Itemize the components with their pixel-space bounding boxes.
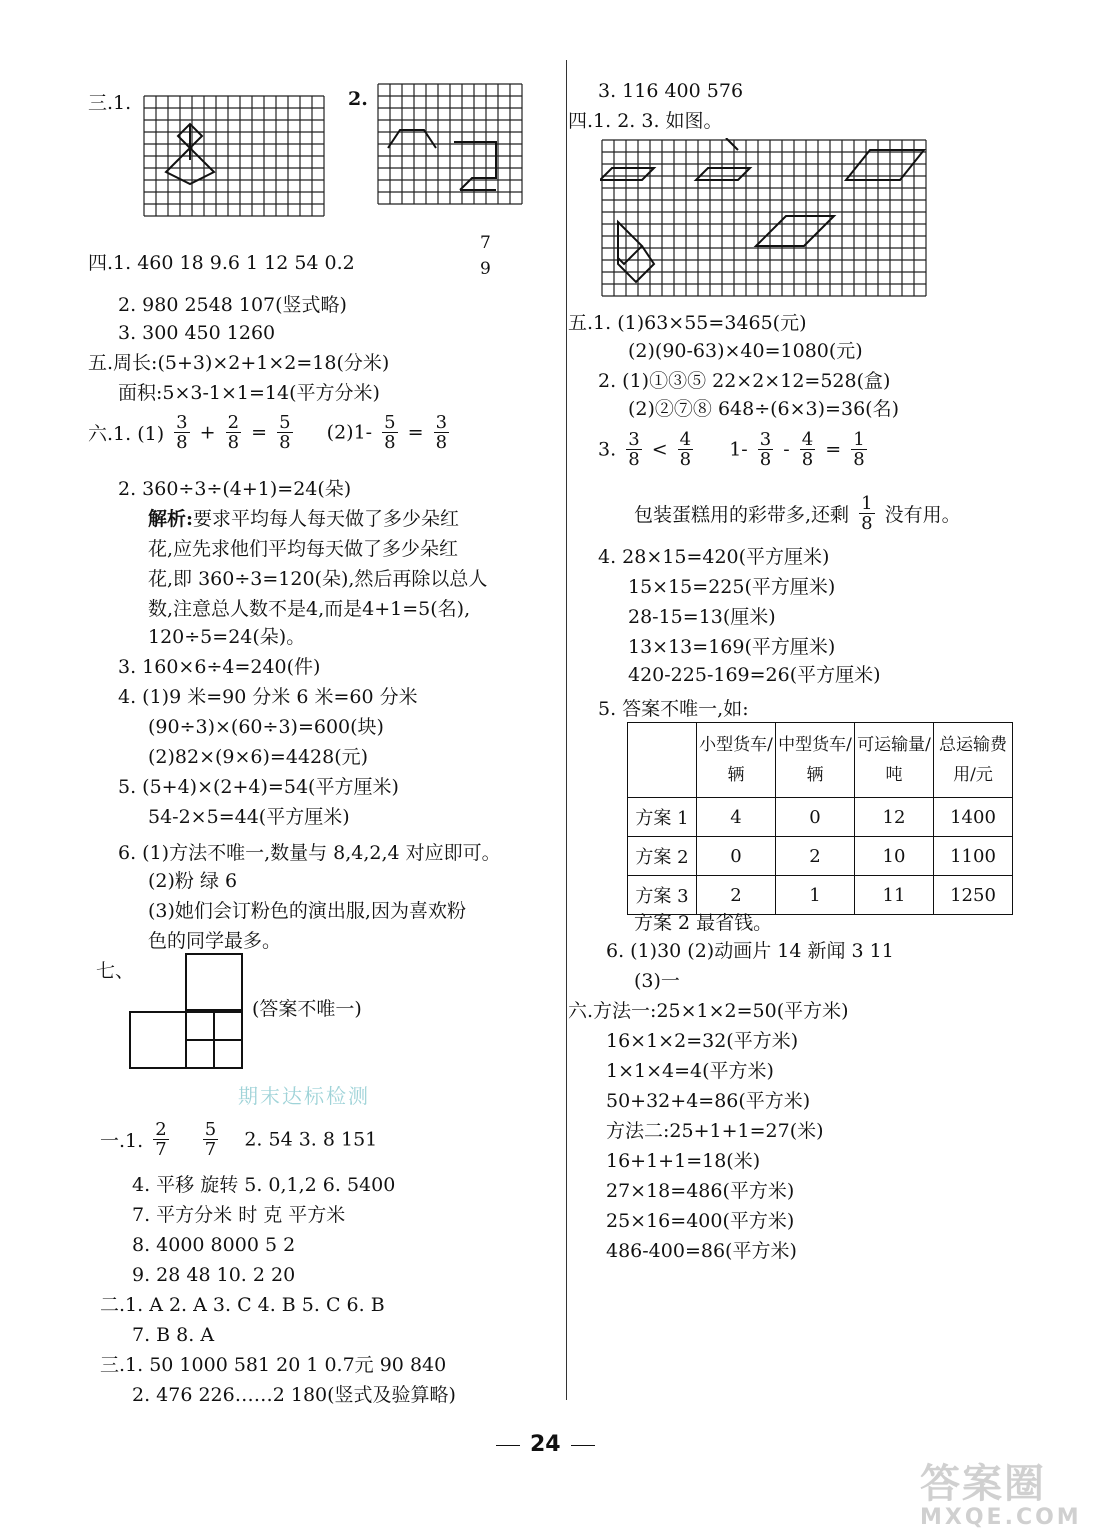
sec6-item2-analysis-1: 解析:要求平均每人每天做了多少朵红 [148, 508, 460, 530]
r-sec5-item3-conclusion: 包装蛋糕用的彩带多,还剩 $\frac{1}{8}$ 没有用。 [634, 493, 961, 534]
r-sec5-item1-b: (2)(90-63)×40=1080(元) [628, 340, 863, 362]
sec6-item1: 六.1. (1) $\frac{3}{8}$ + $\frac{2}{8}$ = $\frac{5}{8}$ (2)1- $\frac{5}{8}$ = $\frac{3}{8}$ [88, 412, 448, 453]
table-cell: 方案 1 [628, 798, 697, 837]
r-sec5-item4-a: 4. 28×15=420(平方厘米) [598, 546, 830, 568]
sec6-item6-a: 6. (1)方法不唯一,数量与 8,4,2,4 对应即可。 [118, 842, 501, 864]
r-sec5-item4-d: 13×13=169(平方厘米) [628, 636, 836, 658]
sec6-item2-analysis-5: 120÷5=24(朵)。 [148, 626, 306, 648]
table-header-cell: 可运输量/吨 [855, 723, 934, 798]
sec5-area: 面积:5×3-1×1=14(平方分米) [118, 382, 380, 404]
sec6-item2: 2. 360÷3÷(4+1)=24(朵) [118, 478, 352, 500]
r-sec5-item6-b: (3)一 [634, 970, 680, 992]
sec4-item1-fraction: 7 9 [480, 233, 491, 279]
r-sec5-item5: 5. 答案不唯一,如: [598, 698, 749, 720]
final-sec3-item1: 三.1. 50 1000 581 20 1 0.7元 90 840 [100, 1354, 447, 1376]
watermark-logo: 答案圈 MXQE.COM [920, 1461, 1082, 1530]
table-row [628, 798, 1013, 837]
sec6-item2-analysis-3: 花,即 360÷3=120(朵),然后再除以总人 [148, 568, 488, 590]
table-cell: 4 [697, 798, 776, 837]
sec3-item2-label: 2. [348, 88, 368, 110]
sec6-item6-d: 色的同学最多。 [148, 930, 282, 952]
r-sec5-item2-b: (2)②⑦⑧ 648÷(6×3)=36(名) [628, 398, 899, 420]
r-sec6-line3: 1×1×4=4(平方米) [606, 1060, 774, 1082]
r-sec6-line4: 50+32+4=86(平方米) [606, 1090, 811, 1112]
table-row [628, 837, 1013, 876]
table-cell: 1100 [934, 837, 1013, 876]
final-sec1-item1: 一.1. $\frac{2}{7}$ $\frac{5}{7}$ 2. 54 3. 8 151 [100, 1119, 378, 1160]
sec6-item4-b: (90÷3)×(60÷3)=600(块) [148, 716, 384, 738]
sec6-item2-analysis-2: 花,应先求他们平均每天做了多少朵红 [148, 538, 459, 560]
table-cell: 方案 2 [628, 837, 697, 876]
table-cell: 10 [855, 837, 934, 876]
final-sec3-item2: 2. 476 226……2 180(竖式及验算略) [132, 1384, 456, 1406]
r-sec6-line6: 16+1+1=18(米) [606, 1150, 761, 1172]
sec7-note: (答案不唯一) [252, 998, 362, 1020]
sec6-item6-c: (3)她们会订粉色的演出服,因为喜欢粉 [148, 900, 466, 922]
table-cell: 方案 3 [628, 876, 697, 915]
sec6-item4-a: 4. (1)9 米=90 分米 6 米=60 分米 [118, 686, 418, 708]
table-cell: 2 [776, 837, 855, 876]
r-sec5-item4-c: 28-15=13(厘米) [628, 606, 776, 628]
final-sec1-item4: 4. 平移 旋转 5. 0,1,2 6. 5400 [132, 1174, 396, 1196]
sec7-label: 七、 [96, 960, 135, 982]
final-sec2-row2: 7. B 8. A [132, 1324, 215, 1346]
r-sec5-item5-conclusion: 方案 2 最省钱。 [634, 912, 773, 934]
grid-figure-3 [600, 138, 930, 304]
r-sec5-item4-e: 420-225-169=26(平方厘米) [628, 664, 881, 686]
sec6-item2-analysis-4: 数,注意总人数不是4,而是4+1=5(名), [148, 598, 471, 620]
section-title-final-test: 期末达标检测 [238, 1084, 370, 1108]
r-sec6-line1: 六.方法一:25×1×2=50(平方米) [568, 1000, 849, 1022]
final-sec1-item9: 9. 28 48 10. 2 20 [132, 1264, 296, 1286]
final-sec1-item7: 7. 平方分米 时 克 平方米 [132, 1204, 346, 1226]
r-sec6-line7: 27×18=486(平方米) [606, 1180, 795, 1202]
column-divider [566, 60, 567, 1400]
table-cell: 12 [855, 798, 934, 837]
r-sec6-line5: 方法二:25+1+1=27(米) [606, 1120, 824, 1142]
table-header-cell: 总运输费用/元 [934, 723, 1013, 798]
r-sec6-line2: 16×1×2=32(平方米) [606, 1030, 799, 1052]
sec6-item6-b: (2)粉 绿 6 [148, 870, 238, 892]
table-row [628, 876, 1013, 915]
r-sec5-item6-a: 6. (1)30 (2)动画片 14 新闻 3 11 [606, 940, 894, 962]
table-cell: 11 [855, 876, 934, 915]
grid-figure-1 [142, 94, 332, 224]
sec4-item1: 四.1. 460 18 9.6 1 12 54 0.2 [88, 252, 355, 274]
sec6-item5-a: 5. (5+4)×(2+4)=54(平方厘米) [118, 776, 399, 798]
r-sec5-item2-a: 2. (1)①③⑤ 22×2×12=528(盒) [598, 370, 891, 392]
page-number: 24 [496, 1432, 595, 1457]
table-cell: 0 [776, 798, 855, 837]
table-header-cell: 中型货车/辆 [776, 723, 855, 798]
final-sec2-row1: 二.1. A 2. A 3. C 4. B 5. C 6. B [100, 1294, 385, 1316]
sec4-item2: 2. 980 2548 107(竖式略) [118, 294, 347, 316]
table-cell: 1400 [934, 798, 1013, 837]
table-cell: 1 [776, 876, 855, 915]
sec6-item5-b: 54-2×5=44(平方厘米) [148, 806, 350, 828]
r-sec6-line8: 25×16=400(平方米) [606, 1210, 795, 1232]
sec6-item4-c: (2)82×(9×6)=4428(元) [148, 746, 369, 768]
table-header-row [628, 723, 1013, 798]
r-sec6-line9: 486-400=86(平方米) [606, 1240, 797, 1262]
r-sec5-item3: 3. $\frac{3}{8}$ < $\frac{4}{8}$ 1- $\frac{3}{8}$ - $\frac{4}{8}$ = $\frac{1}{8}$ [598, 429, 865, 470]
sec4-item3: 3. 300 450 1260 [118, 322, 276, 344]
table-cell: 0 [697, 837, 776, 876]
table-header-cell: 小型货车/辆 [697, 723, 776, 798]
table-cell: 1250 [934, 876, 1013, 915]
net-figure [128, 952, 246, 1070]
r-sec4-label: 四.1. 2. 3. 如图。 [568, 110, 723, 132]
r-item3: 3. 116 400 576 [598, 80, 744, 102]
sec3-item1-label: 三.1. [88, 92, 132, 114]
grid-figure-2 [376, 82, 526, 212]
transport-plan-table [627, 722, 1013, 915]
table-cell: 2 [697, 876, 776, 915]
final-sec1-item8: 8. 4000 8000 5 2 [132, 1234, 296, 1256]
table-header-cell [628, 723, 697, 798]
sec5-perimeter: 五.周长:(5+3)×2+1×2=18(分米) [88, 352, 390, 374]
r-sec5-item1-a: 五.1. (1)63×55=3465(元) [568, 312, 807, 334]
r-sec5-item4-b: 15×15=225(平方厘米) [628, 576, 836, 598]
sec6-item3: 3. 160×6÷4=240(件) [118, 656, 321, 678]
